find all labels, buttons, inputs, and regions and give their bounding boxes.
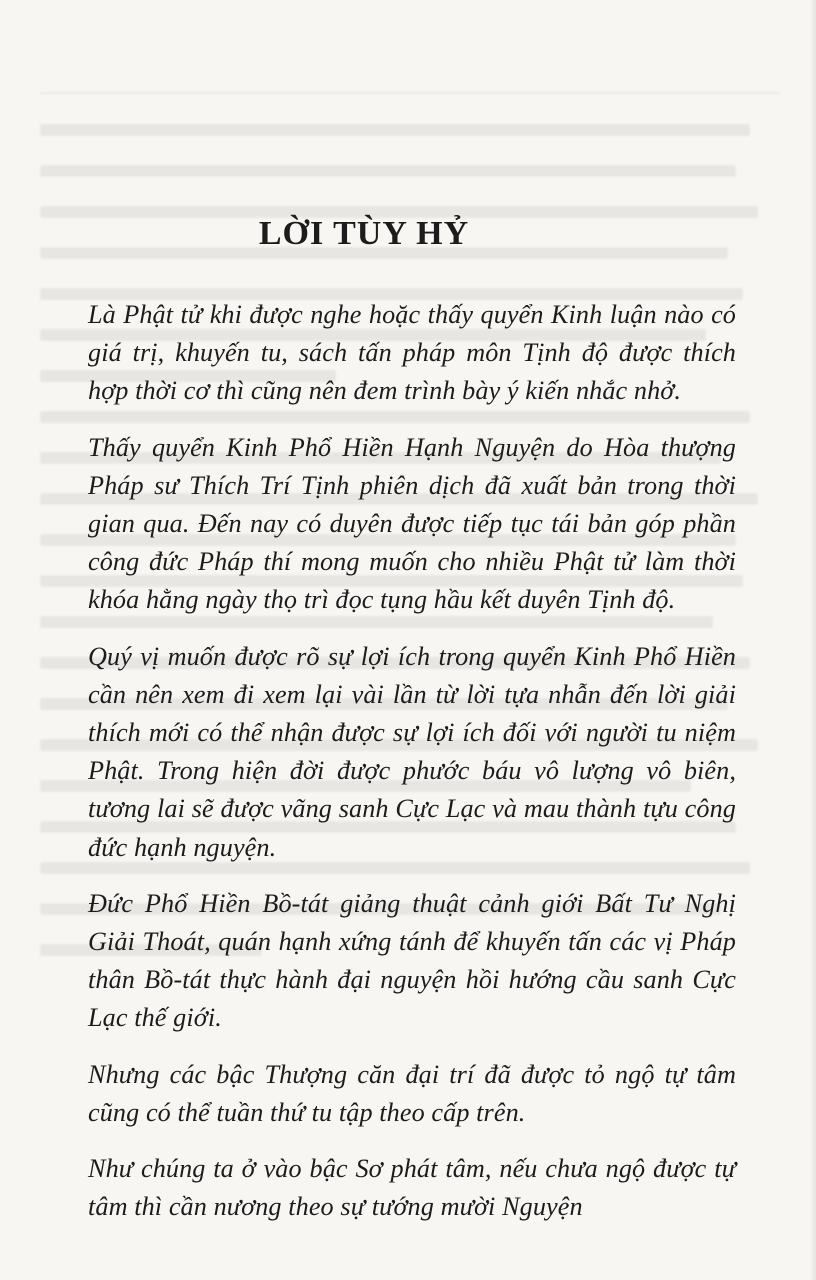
paragraph: Như chúng ta ở vào bậc Sơ phát tâm, nếu chưa ngộ được tự tâm thì cần nương theo sự tướng mười Nguyện — [88, 1154, 736, 1222]
paragraph: Đức Phổ Hiền Bồ-tát giảng thuật cảnh giới Bất Tư Nghị Giải Thoát, quán hạnh xứng tánh để khuyến tấn các vị Pháp thân Bồ-tát thực hành đại nguyện hồi hướng cầu sanh Cực Lạc thế giới. — [88, 888, 736, 1033]
page-title: LỜI TÙY HỶ — [258, 215, 470, 252]
body-text — [88, 296, 736, 1226]
paragraph: Nhưng các bậc Thượng căn đại trí đã được tỏ ngộ tự tâm cũng có thể tuần thứ tu tập theo cấp trên. — [88, 1059, 736, 1127]
page-edge-shadow — [810, 0, 816, 1280]
paragraph: Là Phật tử khi được nghe hoặc thấy quyển Kinh luận nào có giá trị, khuyến tu, sách tấn pháp môn Tịnh độ được thích hợp thời cơ thì cũng nên đem trình bày ý kiến nhắc nhở. — [88, 300, 736, 406]
paragraph: Quý vị muốn được rõ sự lợi ích trong quyển Kinh Phổ Hiền cần nên xem đi xem lại vài lần từ lời tựa nhẫn đến lời giải thích mới có thể nhận được sự lợi ích đối với người tu niệm Phật. Trong hiện đời được phước báu vô lượng vô biên, tương lai sẽ được vãng sanh Cực Lạc và mau thành tựu công đức hạnh nguyện. — [88, 641, 736, 862]
paragraph: Thấy quyển Kinh Phổ Hiền Hạnh Nguyện do Hòa thượng Pháp sư Thích Trí Tịnh phiên dịch đã xuất bản trong thời gian qua. Đến nay có duyên được tiếp tục tái bản góp phần công đức Pháp thí mong muốn cho nhiều Phật tử làm thời khóa hằng ngày thọ trì đọc tụng hầu kết duyên Tịnh độ. — [88, 432, 736, 615]
